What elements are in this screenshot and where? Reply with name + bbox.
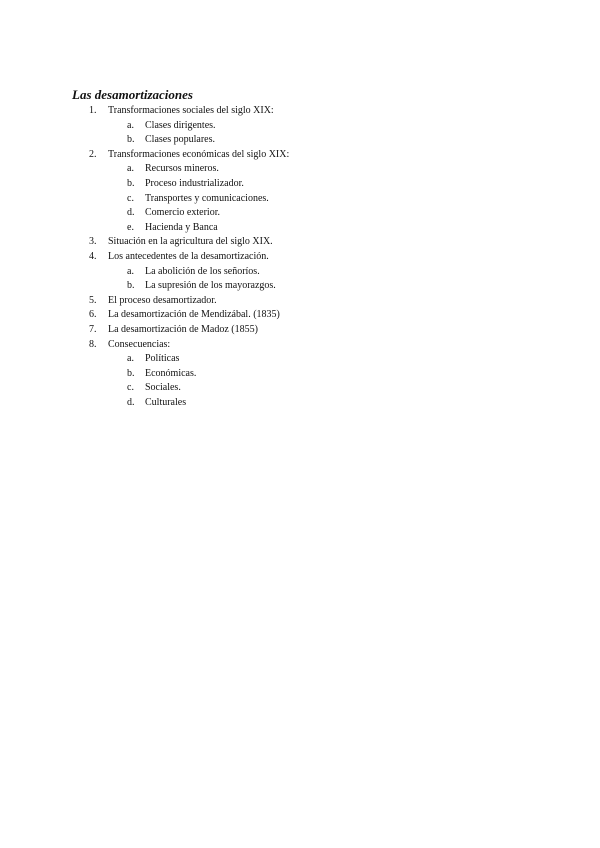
list-item-letter: a. [127,163,134,175]
list-item-number: 8. [89,338,97,350]
sub-list-item [0,177,600,192]
list-item-text: Transformaciones sociales del siglo XIX: [108,105,274,116]
list-item-letter: a. [127,353,134,365]
list-item [0,338,600,353]
list-item [0,308,600,323]
list-item-text: Económicas. [145,367,197,379]
list-item-text: Los antecedentes de la desamortización. [108,250,269,262]
sub-list-item [0,367,600,382]
list-item-text: La supresión de los mayorazgos. [145,280,276,292]
list-item [0,323,600,338]
list-item [0,235,600,250]
list-item-letter: a. [127,265,134,277]
list-item [0,148,600,163]
list-item-text: Transportes y comunicaciones. [145,192,269,204]
list-item-letter: b. [127,280,135,292]
list-item-text: Políticas [145,353,180,365]
list-item-text: La desamortización de Mendizábal. (1835) [108,309,280,321]
list-item-text: Situación en la agricultura del siglo XIX. [108,236,273,248]
outline-list [0,104,600,410]
list-item-letter: d. [127,396,135,408]
list-item-text: Culturales [145,396,187,408]
list-item [0,104,600,119]
list-item-text: Sociales. [145,382,181,394]
list-item-text: Hacienda y Banca [145,221,218,233]
sub-list-item [0,133,600,148]
list-item-number: 2. [89,148,97,160]
sub-list-item [0,265,600,280]
list-item-letter: e. [127,221,134,233]
list-item-letter: c. [127,382,134,394]
list-item-text: Clases dirigentes. [145,119,216,131]
sub-list-item [0,279,600,294]
sub-list-item [0,192,600,207]
list-item-letter: a. [127,119,134,131]
sub-list-item [0,381,600,396]
list-item-letter: c. [127,192,134,204]
list-item-letter: b. [127,177,135,189]
list-item-text: Consecuencias: [108,338,171,350]
list-item-number: 1. [89,105,97,116]
list-item-text: Clases populares. [145,134,215,146]
list-item-text: Recursos mineros. [145,163,219,175]
document-title: Las desamortizaciones [72,87,193,102]
list-item-letter: d. [127,207,135,219]
list-item-letter: b. [127,134,135,146]
list-item-text: Proceso industrializador. [145,177,244,189]
list-item [0,250,600,265]
list-item-number: 3. [89,236,97,248]
list-item-text: La abolición de los señoríos. [145,265,260,277]
list-item-number: 7. [89,323,97,335]
list-item-text: Comercio exterior. [145,207,220,219]
sub-list-item [0,162,600,177]
list-item-letter: b. [127,367,135,379]
sub-list-item [0,206,600,221]
list-item-text: La desamortización de Madoz (1855) [108,323,258,335]
list-item-number: 4. [89,250,97,262]
sub-list-item [0,119,600,134]
list-item-number: 6. [89,309,97,321]
list-item-number: 5. [89,294,97,306]
sub-list-item [0,221,600,236]
list-item [0,294,600,309]
list-item-text: El proceso desamortizador. [108,294,217,306]
sub-list-item [0,352,600,367]
sub-list-item [0,396,600,411]
list-item-text: Transformaciones económicas del siglo XIX: [108,148,290,160]
